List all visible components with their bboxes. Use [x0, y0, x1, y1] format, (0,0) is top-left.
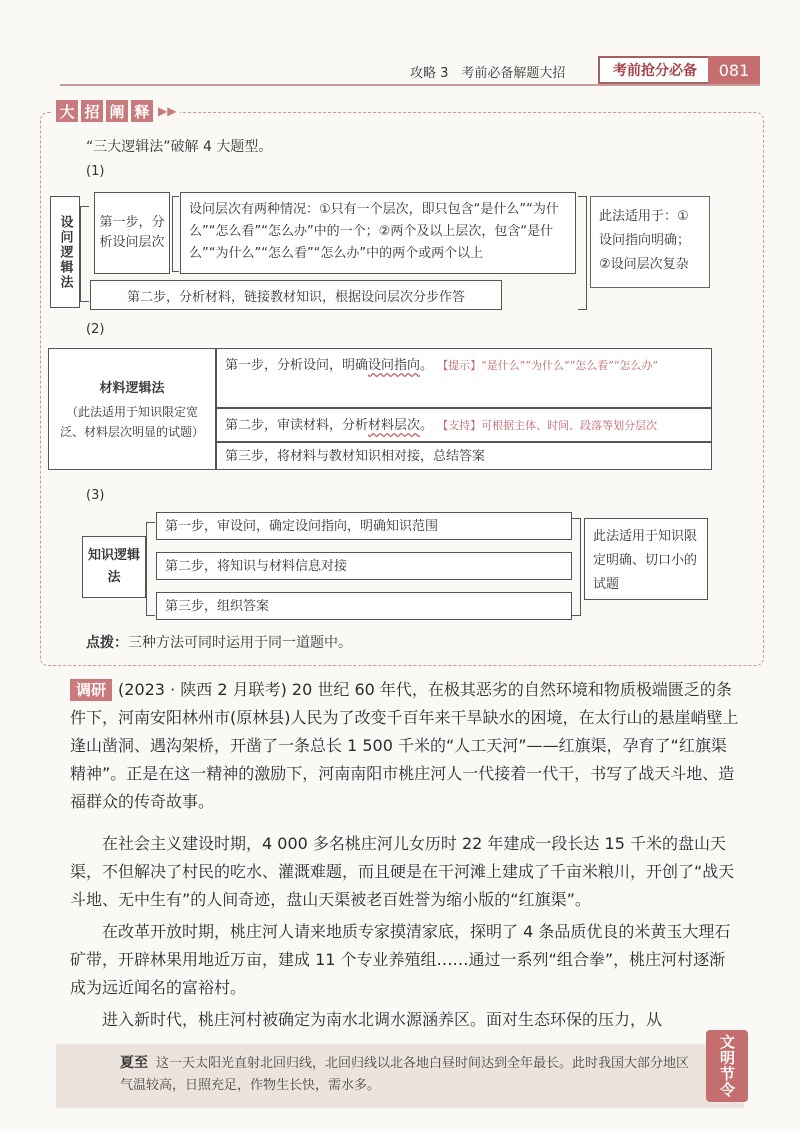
tip-text: 三种方法可同时运用于同一道题中。	[128, 635, 352, 651]
method-tip	[86, 632, 352, 652]
part3-left-bracket	[146, 522, 155, 616]
part1-note: 此法适用于：①设问指向明确；②设问层次复杂	[590, 196, 710, 288]
part2-side-title: 材料逻辑法	[99, 380, 165, 396]
part1-inner-bracket	[172, 196, 179, 272]
method-panel-tag	[52, 100, 180, 122]
part3-note: 此法适用于知识限定明确、切口小的试题	[584, 518, 708, 600]
article-p3: 在改革开放时期，桃庄河人请来地质专家摸清家底，探明了 4 条品质优良的米黄玉大理石矿带，开辟林果用地近万亩，建成 11 个专业养殖组……通过一系列“组合拳”，桃庄河村逐渐成为远近闻名的富裕村。	[70, 922, 731, 997]
part2-step2-suffix: 。	[420, 418, 434, 433]
page-number: 081	[708, 56, 760, 84]
tag-char: 阐	[106, 100, 128, 122]
part1-step1-label: 第一步，分析设问层次	[94, 192, 170, 274]
tag-arrow-icon: ▶▶	[158, 104, 177, 118]
part2-step2	[216, 408, 712, 442]
footer-term: 夏至	[120, 1055, 148, 1071]
article-p4: 进入新时代，桃庄河村被确定为南水北调水源涵养区。面对生态环保的压力，从	[102, 1010, 663, 1029]
article-paragraph	[70, 676, 740, 816]
header-divider	[60, 84, 760, 86]
tag-char: 大	[56, 100, 78, 122]
part2-step1	[216, 348, 712, 408]
part2-step2-key: 材料层次	[368, 418, 421, 433]
part3-side-label: 知识逻辑法	[82, 536, 146, 598]
footer-content	[120, 1052, 700, 1097]
part2-step1-suffix: 。	[420, 358, 434, 373]
part2-side-note: （此法适用于知识限定宽泛、材料层次明显的试题）	[59, 404, 204, 439]
article-p1: (2023 · 陕西 2 月联考) 20 世纪 60 年代，在极其恶劣的自然环境和物质极端匮乏的条件下，河南安阳林州市(原林县)人民为了改变千百年来干旱缺水的困境，在太行山的悬崖峭壁上逢山凿洞、遇沟架桥，开凿了一条总长 1 500 千米的“人工天河”——红旗渠，孕育了“红旗渠精神”。正是在这一精神的激励下，河南南阳市桃庄河人一代接着一代干，书写了战天斗地、造福群众的传奇故事。	[70, 680, 739, 811]
tag-char: 释	[131, 100, 153, 122]
part2-step3: 第三步，将材料与教材知识相对接，总结答案	[216, 442, 712, 470]
part2-label: (2)	[86, 322, 105, 337]
footer-text: 这一天太阳光直射北回归线，北回归线以北各地白昼时间达到全年最长。此时我国大部分地区气温较高，日照充足，作物生长快，需水多。	[120, 1056, 690, 1093]
part2-step1-prefix: 第一步，分析设问，明确	[225, 358, 369, 373]
part1-right-bracket	[578, 196, 587, 310]
part2-side-box	[48, 348, 216, 470]
part1-bracket	[80, 206, 89, 302]
side-tab: 文明节令	[706, 1030, 748, 1102]
part2-step2-prefix: 第二步，审读材料，分析	[225, 418, 369, 433]
part1-step2: 第二步，分析材料，链接教材知识，根据设问层次分步作答	[90, 280, 502, 310]
part1-step1-detail: 设问层次有两种情况：①只有一个层次，即只包含“是什么”“为什么”“怎么看”“怎么办”中的一个；②两个及以上层次，包含“是什么”“为什么”“怎么看”“怎么办”中的两个或两个以上	[180, 192, 576, 274]
part2-step1-handwriting: 【提示】“是什么”“为什么”“怎么看”“怎么办”	[437, 359, 659, 372]
tag-char: 招	[81, 100, 103, 122]
part3-right-bracket	[572, 518, 581, 616]
tip-label: 点拨：	[86, 635, 128, 651]
part3-step2: 第二步，将知识与材料信息对接	[156, 552, 572, 580]
part1-side-label: 设问逻辑法	[50, 196, 80, 308]
solar-term-footer	[56, 1044, 744, 1108]
method-intro: “三大逻辑法”破解 4 大题型。	[86, 139, 273, 155]
part3-step3: 第三步，组织答案	[156, 592, 572, 620]
part2-step2-handwriting: 【支持】可根据主体、时间、段落等划分层次	[437, 419, 658, 432]
header-section-title: 攻略 3 考前必备解题大招	[410, 66, 566, 81]
header-book-title: 考前抢分必备	[598, 56, 710, 84]
research-badge: 调研	[70, 679, 112, 701]
article-p2: 在社会主义建设时期，4 000 多名桃庄河儿女历时 22 年建成一段长达 15 千米的盘山天渠，不但解决了村民的吃水、灌溉难题，而且硬是在干河滩上建成了千亩米粮川，开创了“战天斗地、无中生有”的人间奇迹，盘山天渠被老百姓誉为缩小版的“红旗渠”。	[70, 834, 735, 909]
part3-label: (3)	[86, 488, 105, 503]
part2-step1-key: 设问指向	[368, 358, 421, 373]
part3-step1: 第一步，审设问，确定设问指向，明确知识范围	[156, 512, 572, 540]
part1-label: (1)	[86, 164, 105, 179]
